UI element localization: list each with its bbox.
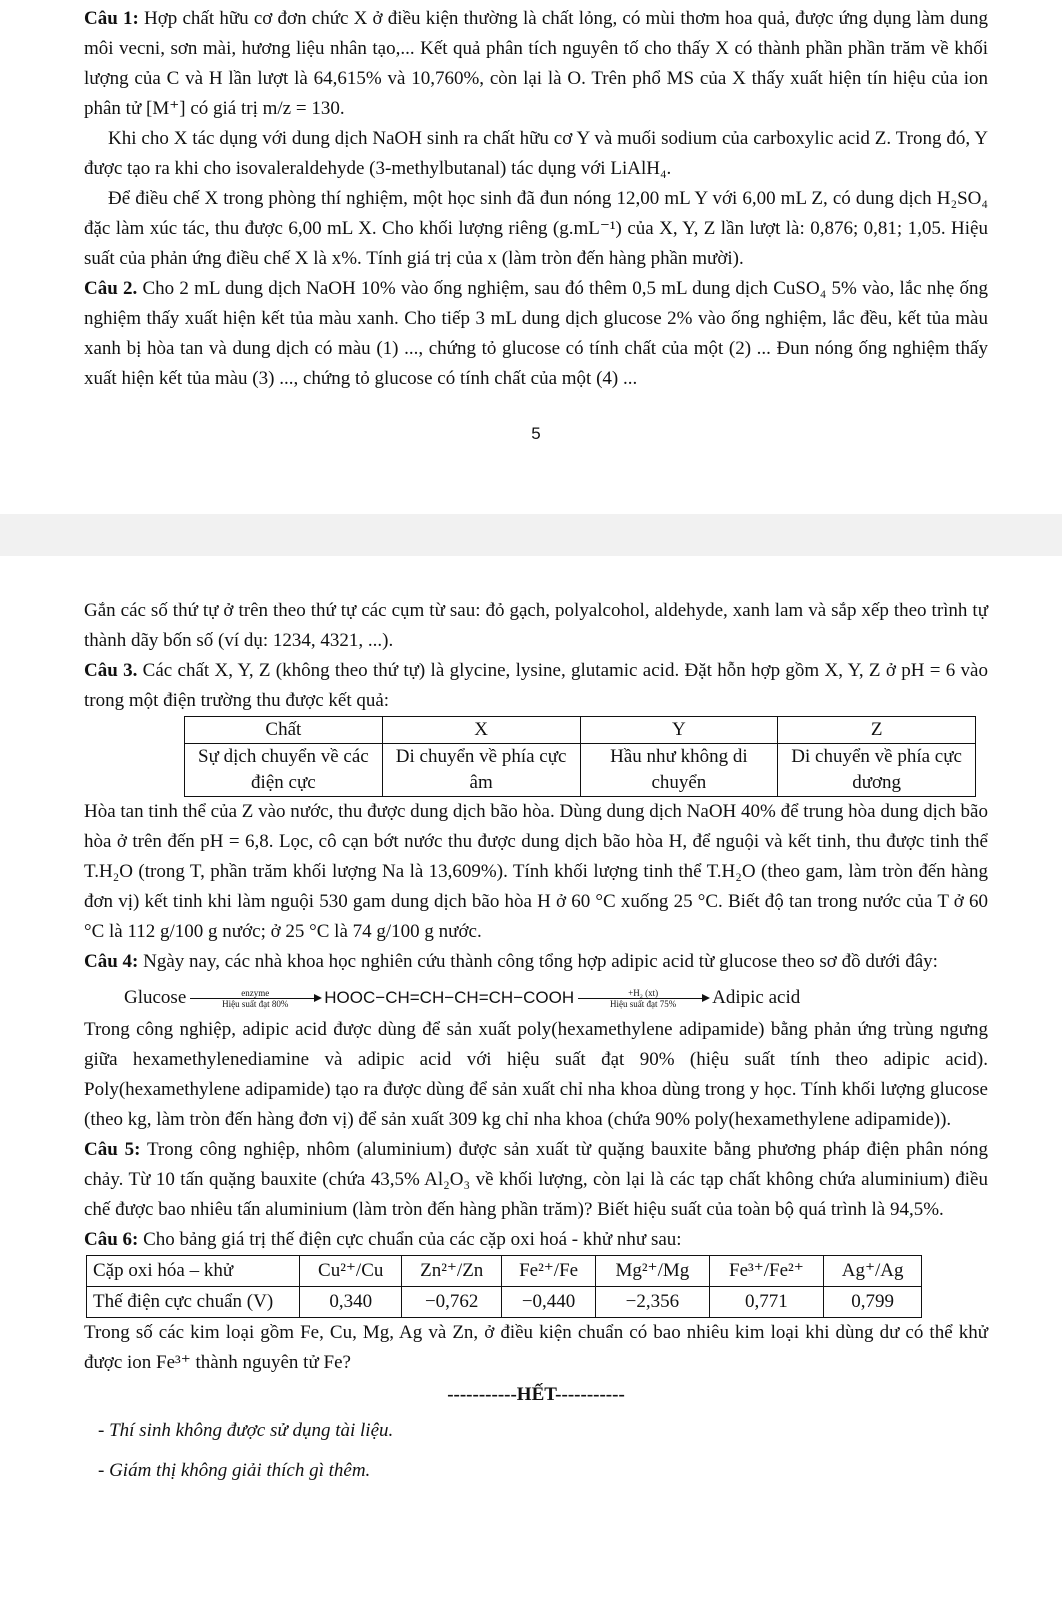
arrow-1-yield: Hiệu suất đạt 80% [222, 998, 289, 1009]
q4-intro [84, 947, 988, 977]
q1-text: Hợp chất hữu cơ đơn chức X ở điều kiện thường là chất lỏng, có mùi thơm hoa quả, được ứng dụng làm dung môi vecni, sơn mài, hương liệu nhân tạo,... Kết quả phân tích nguyên tố cho thấy X có thành phần phần trăm về khối lượng của C và H lần lượt là 64,615% và 10,760%, còn lại là O. Trên phổ MS của X thấy xuất hiện tín hiệu của ion phân tử [M⁺] có giá trị m/z = 130. [84, 8, 988, 119]
end-marker: -----------HẾT----------- [447, 1384, 625, 1405]
page-1 [0, 0, 1062, 514]
scheme-intermediate: HOOC−CH=CH−CH=CH−COOH [324, 988, 575, 1007]
table-row [185, 744, 976, 797]
q2-text: Cho 2 mL dung dịch NaOH 10% vào ống nghiệm, sau đó thêm 0,5 mL dung dịch CuSO₄ 5% vào, lắc nhẹ ống nghiệm thấy xuất hiện kết tủa màu xanh. Cho tiếp 3 mL dung dịch glucose 2% vào ống nghiệm, lắc đều, kết tủa màu xanh bị hòa tan và dung dịch có màu (1) ..., chứng tỏ glucose có tính chất của một (2) ... Đun nóng ống nghiệm thấy xuất hiện kết tủa màu (3) ..., chứng tỏ glucose có tính chất của một (4) ... [84, 278, 989, 389]
reaction-scheme [124, 983, 988, 1013]
q3-table [184, 716, 976, 797]
table-cell: Fe²⁺/Fe [502, 1256, 596, 1287]
scheme-end: Adipic acid [712, 987, 801, 1008]
reaction-arrow-2 [578, 988, 708, 1009]
table-cell: Z [778, 717, 976, 744]
q5-label: Câu 5: [84, 1139, 141, 1160]
table-cell: Y [580, 717, 778, 744]
scheme-start: Glucose [124, 987, 187, 1008]
q6-label: Câu 6: [84, 1229, 139, 1250]
table-cell: Di chuyển về phía cực dương [778, 744, 976, 797]
q6-intro [84, 1225, 988, 1255]
q6-intro-text: Cho bảng giá trị thế điện cực chuẩn của các cặp oxi hoá - khử như sau: [138, 1229, 682, 1250]
table-cell: Sự dịch chuyển về các điện cực [185, 744, 383, 797]
table-cell: Fe³⁺/Fe²⁺ [709, 1256, 824, 1287]
table-cell: 0,340 [300, 1287, 402, 1318]
table-cell: Thế điện cực chuẩn (V) [87, 1287, 300, 1318]
q2-continuation: Gắn các số thứ tự ở trên theo thứ tự các cụm từ sau: đỏ gạch, polyalcohol, aldehyde, xanh lam và sắp xếp theo trình tự thành dãy bốn số (ví dụ: 1234, 4321, ...). [84, 600, 988, 651]
q2-paragraph [84, 274, 988, 394]
q4-intro-text: Ngày nay, các nhà khoa học nghiên cứu thành công tổng hợp adipic acid từ glucose theo sơ đồ dưới đây: [138, 951, 938, 972]
q1-paragraph-3: Để điều chế X trong phòng thí nghiệm, một học sinh đã đun nóng 12,00 mL Y với 6,00 mL Z, có dung dịch H₂SO₄ đặc làm xúc tác, thu được 6,00 mL X. Cho khối lượng riêng (g.mL⁻¹) của X, Y, Z lần lượt là: 0,876; 0,81; 1,05. Hiệu suất của phản ứng điều chế X là x%. Tính giá trị của x (làm tròn đến hàng phần mười). [84, 188, 988, 269]
q1-label: Câu 1: [84, 8, 139, 29]
q4-text: Trong công nghiệp, adipic acid được dùng để sản xuất poly(hexamethylene adipamide) bằng phản ứng trùng ngưng giữa hexamethylenediamine và adipic acid với hiệu suất đạt 90% (hiệu suất tính theo adipic acid). Poly(hexamethylene adipamide) tạo ra được dùng để sản xuất chỉ nha khoa dùng trong y học. Tính khối lượng glucose (theo kg, làm tròn đến hàng đơn vị) để sản xuất 309 kg chỉ nha khoa (chứa 90% poly(hexamethylene adipamide)). [84, 1019, 988, 1130]
table-cell: Zn²⁺/Zn [402, 1256, 502, 1287]
table-header-row [185, 717, 976, 744]
q5-text: Trong công nghiệp, nhôm (aluminium) được sản xuất từ quặng bauxite bằng phương pháp điện phân nóng chảy. Từ 10 tấn quặng bauxite (chứa 43,5% Al₂O₃ về khối lượng, còn lại là các tạp chất không chứa aluminium) điều chế được bao nhiêu tấn aluminium (làm tròn đến hàng phần trăm)? Biết hiệu suất của toàn bộ quá trình là 94,5%. [84, 1139, 988, 1220]
q3-label: Câu 3. [84, 660, 138, 681]
note-1: - Thí sinh không được sử dụng tài liệu. [98, 1420, 394, 1441]
table-cell: Hầu như không di chuyển [580, 744, 778, 797]
q3-intro [84, 656, 988, 716]
table-cell: 0,799 [824, 1287, 922, 1318]
table-cell: Di chuyển về phía cực âm [382, 744, 580, 797]
q2-label: Câu 2. [84, 278, 138, 299]
note-2: - Giám thị không giải thích gì thêm. [98, 1460, 371, 1481]
q3-text: Hòa tan tinh thể của Z vào nước, thu được dung dịch bão hòa. Dùng dung dịch NaOH 40% để trung hòa dung dịch bão hòa ở trên đến pH = 6,8. Lọc, cô cạn bớt nước thu được dung dịch bão hòa H, để nguội và kết tinh, thu được tinh thể T.H₂O (trong T, phần trăm khối lượng Na là 13,609%). Tính khối lượng tinh thể T.H₂O (theo gam, làm tròn đến hàng đơn vị) kết tinh khi làm nguội 530 gam dung dịch bão hòa H ở 60 °C xuống 25 °C. Biết độ tan trong nước của T ở 60 °C là 112 g/100 g nước; ở 25 °C là 74 g/100 g nước. [84, 801, 988, 942]
arrow-1-condition: enzyme [241, 987, 270, 998]
page-2 [0, 556, 1062, 1486]
table-cell: −2,356 [596, 1287, 709, 1318]
table-cell: Ag⁺/Ag [824, 1256, 922, 1287]
table-row [87, 1287, 922, 1318]
q3-intro-text: Các chất X, Y, Z (không theo thứ tự) là glycine, lysine, glutamic acid. Đặt hỗn hợp gồm X, Y, Z ở pH = 6 vào trong một điện trường thu được kết quả: [84, 660, 988, 711]
arrow-icon [190, 998, 320, 999]
table-header-row [87, 1256, 922, 1287]
table-cell: Mg²⁺/Mg [596, 1256, 709, 1287]
table-cell: −0,440 [502, 1287, 596, 1318]
page-separator [0, 514, 1062, 556]
arrow-2-yield: Hiệu suất đạt 75% [610, 998, 677, 1009]
table-cell: Cặp oxi hóa – khử [87, 1256, 300, 1287]
q1-paragraph-1 [84, 4, 988, 124]
reaction-arrow-1 [190, 988, 320, 1009]
arrow-icon [578, 998, 708, 999]
q5-paragraph [84, 1135, 988, 1225]
page-number: 5 [531, 424, 541, 443]
table-cell: −0,762 [402, 1287, 502, 1318]
table-cell: X [382, 717, 580, 744]
q6-text: Trong số các kim loại gồm Fe, Cu, Mg, Ag và Zn, ở điều kiện chuẩn có bao nhiêu kim loại khi dùng dư có thể khử được ion Fe³⁺ thành nguyên tử Fe? [84, 1322, 988, 1373]
q4-label: Câu 4: [84, 951, 139, 972]
table-cell: Chất [185, 717, 383, 744]
table-cell: 0,771 [709, 1287, 824, 1318]
q6-table [86, 1255, 922, 1318]
table-cell: Cu²⁺/Cu [300, 1256, 402, 1287]
arrow-2-condition: +H₂ (xt) [628, 987, 659, 998]
q1-paragraph-2: Khi cho X tác dụng với dung dịch NaOH sinh ra chất hữu cơ Y và muối sodium của carboxylic acid Z. Trong đó, Y được tạo ra khi cho isovaleraldehyde (3-methylbutanal) tác dụng với LiAlH₄. [84, 128, 988, 179]
